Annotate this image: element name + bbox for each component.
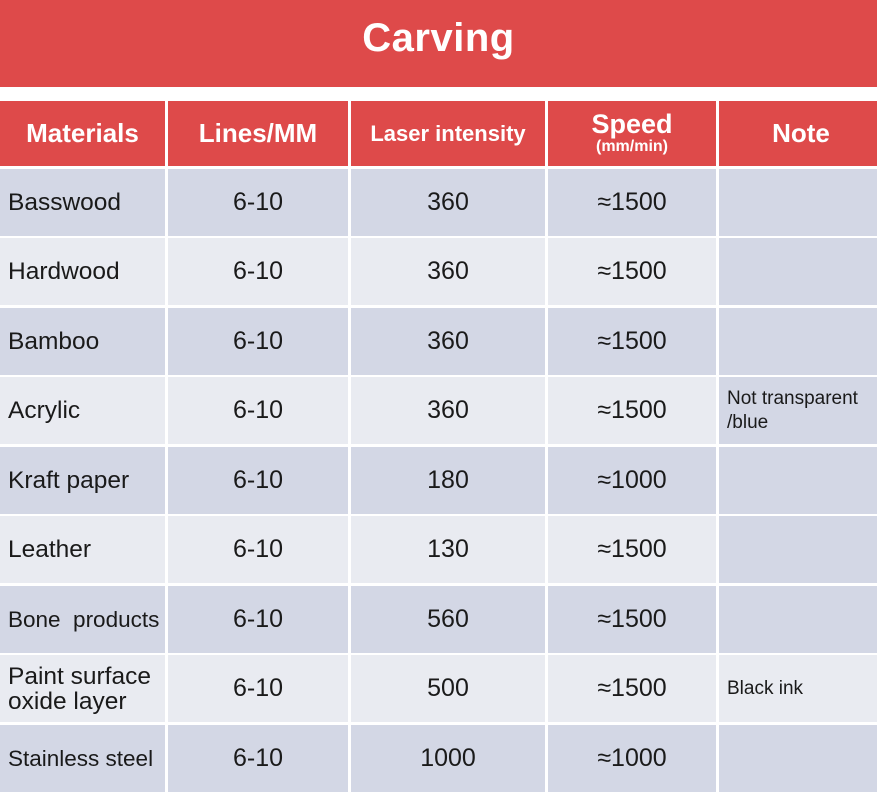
cell-lines: 6-10 xyxy=(168,655,348,722)
cell-lines: 6-10 xyxy=(168,586,348,653)
cell-speed: ≈1500 xyxy=(548,238,716,305)
cell-speed: ≈1500 xyxy=(548,516,716,583)
cell-speed: ≈1500 xyxy=(548,377,716,444)
cell-lines: 6-10 xyxy=(168,169,348,236)
cell-note xyxy=(719,308,877,375)
cell-note xyxy=(719,447,877,514)
cell-lines: 6-10 xyxy=(168,725,348,792)
cell-note xyxy=(719,586,877,653)
cell-laser: 360 xyxy=(351,377,545,444)
page-title: Carving xyxy=(362,16,515,60)
cell-laser: 560 xyxy=(351,586,545,653)
header-note: Note xyxy=(719,101,877,166)
header-speed xyxy=(548,101,716,166)
header-laser-intensity: Laser intensity xyxy=(351,101,545,166)
cell-material: Stainless steel xyxy=(0,725,165,792)
cell-speed: ≈1500 xyxy=(548,169,716,236)
cell-laser: 360 xyxy=(351,169,545,236)
cell-note xyxy=(719,169,877,236)
header-speed-label: Speed xyxy=(591,109,673,139)
cell-material: Leather xyxy=(0,516,165,583)
cell-laser: 500 xyxy=(351,655,545,722)
cell-lines: 6-10 xyxy=(168,377,348,444)
cell-material: Kraft paper xyxy=(0,447,165,514)
carving-table xyxy=(0,101,877,792)
cell-note xyxy=(719,238,877,305)
cell-laser: 1000 xyxy=(351,725,545,792)
cell-note xyxy=(719,725,877,792)
cell-material: Bamboo xyxy=(0,308,165,375)
cell-laser: 130 xyxy=(351,516,545,583)
cell-speed: ≈1000 xyxy=(548,447,716,514)
cell-note: Not transparent /blue xyxy=(719,377,877,444)
cell-material: Acrylic xyxy=(0,377,165,444)
cell-speed: ≈1000 xyxy=(548,725,716,792)
title-bar xyxy=(0,0,877,87)
cell-note: Black ink xyxy=(719,655,877,722)
cell-laser: 360 xyxy=(351,238,545,305)
cell-material: Basswood xyxy=(0,169,165,236)
cell-lines: 6-10 xyxy=(168,447,348,514)
cell-lines: 6-10 xyxy=(168,308,348,375)
cell-speed: ≈1500 xyxy=(548,308,716,375)
cell-laser: 360 xyxy=(351,308,545,375)
header-materials: Materials xyxy=(0,101,165,166)
header-lines-per-mm: Lines/MM xyxy=(168,101,348,166)
cell-note xyxy=(719,516,877,583)
cell-speed: ≈1500 xyxy=(548,586,716,653)
cell-material: Hardwood xyxy=(0,238,165,305)
cell-lines: 6-10 xyxy=(168,238,348,305)
cell-material: Bone products xyxy=(0,586,165,653)
cell-laser: 180 xyxy=(351,447,545,514)
cell-speed: ≈1500 xyxy=(548,655,716,722)
header-speed-unit: (mm/min) xyxy=(596,138,668,155)
cell-lines: 6-10 xyxy=(168,516,348,583)
cell-material: Paint surface oxide layer xyxy=(0,655,165,722)
